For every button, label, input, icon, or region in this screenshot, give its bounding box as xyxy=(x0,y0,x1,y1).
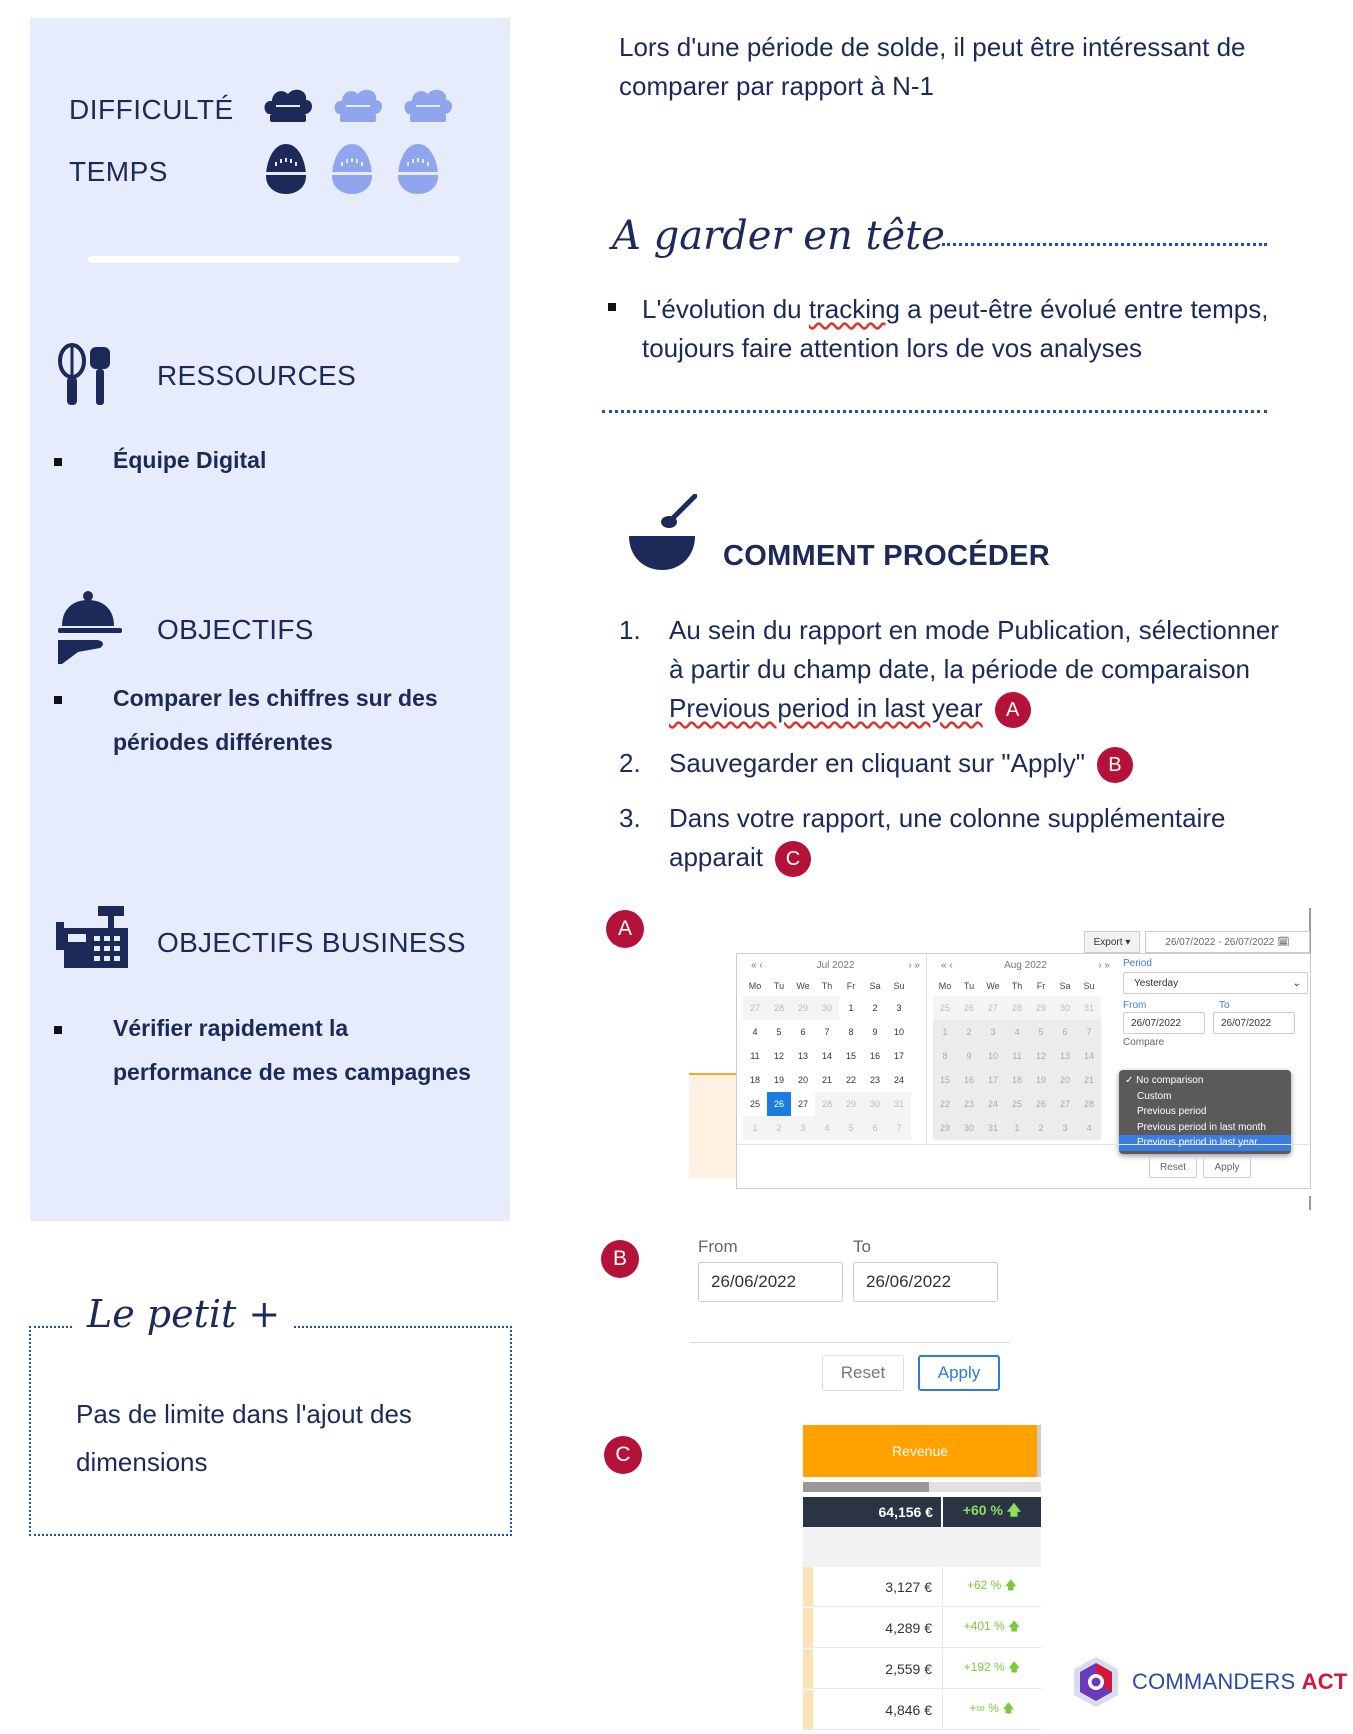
calendar-day[interactable]: 27 xyxy=(743,996,767,1020)
calendar-day[interactable]: 4 xyxy=(752,1027,758,1037)
screenshot-revenue-column xyxy=(803,1425,1041,1734)
revenue-header[interactable]: Revenue xyxy=(803,1425,1041,1477)
chart-area xyxy=(689,1075,736,1178)
badge-b: B xyxy=(1097,747,1133,783)
calendar-day[interactable]: 15 xyxy=(933,1068,957,1092)
calendar-day[interactable]: 29 xyxy=(791,996,815,1020)
edge-line xyxy=(1309,1196,1311,1210)
logo-accent: ACT xyxy=(1301,1669,1348,1694)
calendar-day[interactable]: 31 xyxy=(887,1092,911,1116)
total-row xyxy=(803,1497,1041,1527)
calendar-day[interactable]: 13 xyxy=(1053,1044,1077,1068)
row-value: 3,127 € xyxy=(813,1567,943,1606)
calendar-august xyxy=(933,954,1118,1140)
weekday-label: Su xyxy=(893,981,905,991)
logo-text xyxy=(1132,1669,1347,1695)
whisk-spatula-icon xyxy=(56,343,116,409)
divider xyxy=(88,256,460,263)
weekday-label: Fr xyxy=(1036,981,1046,991)
to-label: To xyxy=(1219,1000,1230,1011)
bullet xyxy=(54,696,62,704)
calendar-day[interactable]: 9 xyxy=(872,1027,878,1037)
calendar-day[interactable]: 9 xyxy=(957,1044,981,1068)
calendar-day[interactable]: 16 xyxy=(957,1068,981,1092)
cash-register-icon xyxy=(56,904,128,970)
compare-label: Compare xyxy=(1123,1037,1165,1048)
calendar-day[interactable]: 27 xyxy=(797,1099,808,1109)
calendar-grid xyxy=(933,976,1118,1140)
calendar-day[interactable]: 10 xyxy=(981,1044,1005,1068)
calendar-panel xyxy=(736,953,1311,1189)
to-input[interactable]: 26/07/2022 xyxy=(1213,1012,1295,1034)
calendar-day[interactable]: 13 xyxy=(797,1051,808,1061)
table-row xyxy=(803,1608,1041,1648)
calendar-day[interactable]: 7 xyxy=(887,1116,911,1140)
next-month-button[interactable]: › » xyxy=(908,959,920,971)
date-range-field[interactable]: 26/07/2022 - 26/07/2022 🗓 xyxy=(1145,931,1310,953)
from-to-fields xyxy=(1123,1012,1308,1034)
calendar-day[interactable]: 21 xyxy=(1077,1068,1101,1092)
calendar-day[interactable]: 8 xyxy=(848,1027,854,1037)
egg-timer-icon xyxy=(330,142,374,196)
step-text: Dans votre rapport, une colonne supplémentaire apparait xyxy=(669,803,1226,873)
calendar-day[interactable]: 2 xyxy=(872,1003,878,1013)
calendar-day[interactable]: 1 xyxy=(1005,1116,1029,1140)
calendar-day[interactable]: 14 xyxy=(1077,1044,1101,1068)
row-stripe xyxy=(803,1690,813,1729)
calendar-day[interactable]: 27 xyxy=(981,996,1005,1020)
chef-hat-icon xyxy=(262,84,314,126)
compare-option[interactable]: Previous period xyxy=(1137,1106,1207,1118)
egg-timer-icon xyxy=(396,142,440,196)
calendar-day[interactable]: 5 xyxy=(776,1027,782,1037)
screenshot-date-picker xyxy=(689,908,1311,1210)
calendar-day[interactable]: 2 xyxy=(957,1020,981,1044)
next-month-button[interactable]: › » xyxy=(1098,959,1110,971)
calendar-day[interactable]: 30 xyxy=(815,996,839,1020)
weekday-label: Fr xyxy=(846,981,856,991)
badge-c: C xyxy=(775,841,811,877)
calendar-title: Aug 2022 xyxy=(1004,959,1047,971)
calendar-day[interactable]: 28 xyxy=(767,996,791,1020)
steps-list xyxy=(619,611,1279,893)
row-pct: +401 % 🡅 xyxy=(963,1619,1021,1633)
calendar-day[interactable]: 18 xyxy=(749,1075,760,1085)
calendar-day[interactable]: 23 xyxy=(957,1092,981,1116)
row-value: 2,559 € xyxy=(813,1649,943,1688)
logo-name: COMMANDERS xyxy=(1132,1669,1296,1694)
chevron-down-icon: ⌄ xyxy=(1292,977,1301,989)
calendar-day[interactable]: 25 xyxy=(933,996,957,1020)
footer-rule xyxy=(737,1144,1310,1145)
calendar-day[interactable]: 17 xyxy=(893,1051,904,1061)
calendar-title: Jul 2022 xyxy=(816,959,855,971)
weekday-label: Sa xyxy=(869,981,881,991)
period-area xyxy=(1123,958,1308,1048)
compare-option[interactable]: Custom xyxy=(1137,1090,1172,1102)
calendar-day[interactable]: 5 xyxy=(1029,1020,1053,1044)
calendar-day[interactable]: 2 xyxy=(1029,1116,1053,1140)
calendar-day[interactable]: 17 xyxy=(981,1068,1005,1092)
calendar-day[interactable]: 22 xyxy=(933,1092,957,1116)
calendar-day[interactable]: 10 xyxy=(893,1027,904,1037)
procedure-title: COMMENT PROCÉDER xyxy=(723,540,1051,572)
reset-button[interactable]: Reset xyxy=(1149,1156,1197,1178)
calendar-day[interactable]: 23 xyxy=(869,1075,880,1085)
calendar-day[interactable]: 20 xyxy=(797,1075,808,1085)
calendar-july xyxy=(743,954,928,1140)
calendar-day[interactable]: 7 xyxy=(1077,1020,1101,1044)
chef-hat-icon xyxy=(332,84,384,126)
calendar-day[interactable]: 31 xyxy=(981,1116,1005,1140)
calendar-grid xyxy=(743,976,928,1140)
spacer-row xyxy=(803,1527,1041,1567)
table-row xyxy=(803,1567,1041,1607)
calendar-day[interactable]: 30 xyxy=(863,1092,887,1116)
business-title: OBJECTIFS BUSINESS xyxy=(157,927,466,958)
weekday-label: Th xyxy=(1011,981,1023,991)
to-label: To xyxy=(853,1237,871,1256)
logo-icon xyxy=(1072,1655,1120,1709)
period-label: Period xyxy=(1123,958,1152,969)
badge-c: C xyxy=(604,1436,642,1474)
calendar-day[interactable]: 25 xyxy=(749,1099,760,1109)
calendar-day[interactable]: 19 xyxy=(773,1075,784,1085)
table-row xyxy=(803,1649,1041,1689)
row-stripe xyxy=(803,1567,813,1606)
difficulty-icons xyxy=(262,84,454,126)
garder-text-word: tracking xyxy=(808,294,900,324)
revenue-bar-fill xyxy=(803,1482,929,1492)
total-pct: +60 % 🡅 xyxy=(962,1502,1022,1518)
calendar-day[interactable]: 12 xyxy=(773,1051,784,1061)
calendar-day[interactable]: 22 xyxy=(845,1075,856,1085)
resources-item: Équipe Digital xyxy=(113,447,267,473)
time-icons xyxy=(264,142,440,196)
from-label: From xyxy=(698,1237,738,1256)
petit-plus-title: Le petit + xyxy=(87,1292,281,1336)
period-value: Yesterday xyxy=(1134,977,1179,989)
calendar-day[interactable]: 28 xyxy=(815,1092,839,1116)
step-number: 3. xyxy=(619,803,641,834)
from-to-labels xyxy=(1123,1000,1308,1011)
calendar-day[interactable]: 18 xyxy=(1005,1068,1029,1092)
bullet xyxy=(54,458,62,466)
calendar-day[interactable]: 30 xyxy=(1053,996,1077,1020)
calendar-day[interactable]: 28 xyxy=(1077,1092,1101,1116)
weekday-label: Su xyxy=(1083,981,1095,991)
row-pct: +192 % 🡅 xyxy=(963,1660,1021,1674)
revenue-bar xyxy=(803,1482,1041,1492)
petit-plus-box xyxy=(29,1292,512,1536)
left-panel xyxy=(30,18,510,1221)
calendar-day[interactable]: 20 xyxy=(1053,1068,1077,1092)
commanders-act-logo xyxy=(1072,1655,1347,1709)
calendar-day[interactable]: 21 xyxy=(821,1075,832,1085)
calendar-day[interactable]: 16 xyxy=(869,1051,880,1061)
step-number: 1. xyxy=(619,615,641,645)
petit-plus-text: Pas de limite dans l'ajout des dimensions xyxy=(76,1399,412,1477)
business-item: Vérifier rapidement la performance de mes campagnes xyxy=(113,1015,471,1085)
badge-b: B xyxy=(601,1240,639,1278)
calendar-day[interactable]: 8 xyxy=(933,1044,957,1068)
from-label: From xyxy=(1123,1000,1147,1011)
step-text: Au sein du rapport en mode Publication, sélectionner à partir du champ date, la période de comparaison xyxy=(669,615,1279,684)
calendar-day[interactable]: 7 xyxy=(824,1027,830,1037)
apply-button[interactable]: Apply xyxy=(918,1355,1000,1391)
calendar-header xyxy=(933,954,1118,976)
difficulty-label: DIFFICULTÉ xyxy=(69,94,234,125)
calendar-day[interactable]: 25 xyxy=(1005,1092,1029,1116)
calendar-day[interactable]: 29 xyxy=(933,1116,957,1140)
garder-heading xyxy=(612,213,945,259)
export-button[interactable]: Export ▾ xyxy=(1084,931,1140,953)
compare-option[interactable]: ✓ No comparison xyxy=(1125,1075,1204,1087)
total-value: 64,156 € xyxy=(803,1497,943,1527)
time-label: TEMPS xyxy=(69,156,168,187)
calendar-day[interactable]: 12 xyxy=(1029,1044,1053,1068)
calendar-day[interactable]: 3 xyxy=(1053,1116,1077,1140)
calendar-day[interactable]: 29 xyxy=(1029,996,1053,1020)
calendar-day[interactable]: 4 xyxy=(1077,1116,1101,1140)
calendar-day[interactable]: 3 xyxy=(896,1003,902,1013)
weekday-label: We xyxy=(986,981,1000,991)
footer-rule xyxy=(690,1342,1010,1343)
garder-bullet-text xyxy=(642,290,1272,368)
row-stripe xyxy=(803,1608,813,1647)
step-2 xyxy=(619,744,1279,783)
mixing-bowl-icon xyxy=(627,494,697,574)
calendar-day[interactable]: 2 xyxy=(767,1116,791,1140)
calendar-day[interactable]: 4 xyxy=(815,1116,839,1140)
compare-option-selected[interactable]: Previous period in last year xyxy=(1119,1135,1291,1151)
row-pct: +∞ % 🡅 xyxy=(969,1701,1015,1715)
calendar-day[interactable]: 28 xyxy=(1005,996,1029,1020)
prev-month-button[interactable]: « ‹ xyxy=(941,959,953,971)
calendar-header xyxy=(743,954,928,976)
calendar-day[interactable]: 3 xyxy=(981,1020,1005,1044)
resources-title: RESSOURCES xyxy=(157,360,357,391)
weekday-label: Tu xyxy=(773,981,785,991)
step-1 xyxy=(619,611,1279,728)
badge-a: A xyxy=(995,692,1031,728)
calendar-day[interactable]: 24 xyxy=(981,1092,1005,1116)
dotted-rule xyxy=(602,410,1267,413)
prev-month-button[interactable]: « ‹ xyxy=(751,959,763,971)
calendar-day[interactable]: 19 xyxy=(1029,1068,1053,1092)
compare-dropdown[interactable] xyxy=(1119,1070,1291,1154)
row-pct: +62 % 🡅 xyxy=(966,1578,1018,1592)
apply-button[interactable]: Apply xyxy=(1203,1156,1251,1178)
to-input[interactable]: 26/06/2022 xyxy=(853,1262,998,1302)
weekday-label: Th xyxy=(821,981,833,991)
step-3 xyxy=(619,799,1279,877)
calendar-day[interactable]: 1 xyxy=(743,1116,767,1140)
calendar-day[interactable]: 26 xyxy=(957,996,981,1020)
weekday-label: Sa xyxy=(1059,981,1071,991)
calendar-day[interactable]: 14 xyxy=(821,1051,832,1061)
reset-button[interactable]: Reset xyxy=(822,1355,904,1391)
calendar-day[interactable]: 26 xyxy=(767,1092,791,1116)
compare-option[interactable]: Previous period in last month xyxy=(1137,1121,1266,1133)
egg-timer-icon xyxy=(264,142,308,196)
petit-plus-title-wrap xyxy=(73,1292,294,1336)
table-row xyxy=(803,1690,1041,1730)
calendar-day[interactable]: 6 xyxy=(1053,1020,1077,1044)
row-value: 4,846 € xyxy=(813,1690,943,1729)
calendar-day[interactable]: 1 xyxy=(933,1020,957,1044)
objectives-item: Comparer les chiffres sur des périodes différentes xyxy=(113,685,438,755)
calendar-day[interactable]: 5 xyxy=(839,1116,863,1140)
calendar-day[interactable]: 3 xyxy=(791,1116,815,1140)
calendar-day[interactable]: 31 xyxy=(1077,996,1101,1020)
calendar-day[interactable]: 1 xyxy=(848,1003,854,1013)
calendar-day[interactable]: 11 xyxy=(1005,1044,1029,1068)
calendar-day[interactable]: 4 xyxy=(1005,1020,1029,1044)
calendar-day[interactable]: 6 xyxy=(863,1116,887,1140)
calendar-day[interactable]: 11 xyxy=(750,1051,760,1061)
calendar-day[interactable]: 26 xyxy=(1029,1092,1053,1116)
cloche-serving-icon xyxy=(56,590,128,666)
calendar-day[interactable]: 6 xyxy=(800,1027,806,1037)
screenshot-apply xyxy=(690,1237,1010,1397)
calendar-divider xyxy=(926,954,927,1144)
badge-a: A xyxy=(606,910,644,948)
weekday-label: Mo xyxy=(938,981,952,991)
chef-hat-icon xyxy=(402,84,454,126)
from-input[interactable]: 26/07/2022 xyxy=(1123,1012,1205,1034)
weekday-label: We xyxy=(796,981,810,991)
calendar-day[interactable]: 24 xyxy=(893,1075,904,1085)
intro-text: Lors d'une période de solde, il peut être intéressant de comparer par rapport à N-1 xyxy=(619,32,1246,101)
row-value: 4,289 € xyxy=(813,1608,943,1647)
dotted-rule xyxy=(942,243,1267,246)
step-link: Previous period in last year xyxy=(669,693,983,723)
bullet xyxy=(54,1026,62,1034)
row-stripe xyxy=(803,1649,813,1688)
calendar-day[interactable]: 29 xyxy=(839,1092,863,1116)
garder-title: A garder en tête xyxy=(612,213,945,259)
weekday-label: Mo xyxy=(748,981,762,991)
step-text: Sauvegarder en cliquant sur "Apply" xyxy=(669,748,1085,779)
step-number: 2. xyxy=(619,748,641,779)
calendar-day[interactable]: 15 xyxy=(845,1051,856,1061)
calendar-day[interactable]: 27 xyxy=(1053,1092,1077,1116)
objectives-title: OBJECTIFS xyxy=(157,614,314,645)
weekday-label: Tu xyxy=(963,981,975,991)
from-input[interactable]: 26/06/2022 xyxy=(698,1262,843,1302)
garder-text-post: a peut-être évolué entre temps, toujours faire attention lors de vos analyses xyxy=(642,294,1269,363)
bullet xyxy=(608,303,616,311)
period-select[interactable] xyxy=(1123,972,1308,994)
calendar-day[interactable]: 30 xyxy=(957,1116,981,1140)
garder-text-pre: L'évolution du xyxy=(642,294,809,324)
